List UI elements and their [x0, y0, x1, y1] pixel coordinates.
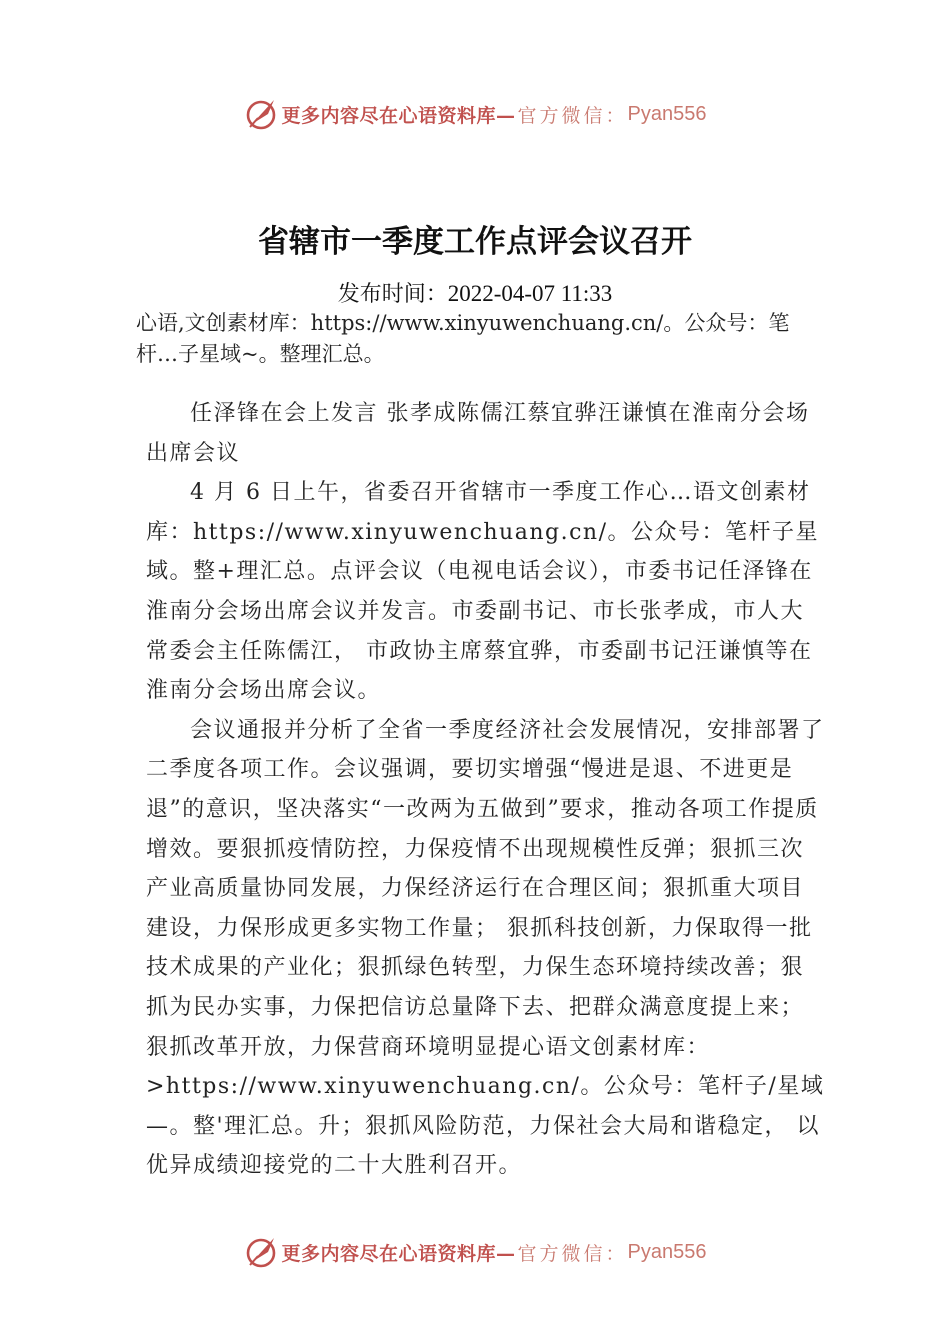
banner-wechat-id: Pyan556 — [627, 1240, 707, 1263]
banner-main-text: 更多内容尽在心语资料库— — [281, 104, 516, 127]
paragraph-meeting-intro: 4 月 6 日上午，省委召开省辖市一季度工作心…语文创素材库：https://www.xinyuwenchuang.cn/。公众号：笔杆子星域。整+理汇总。点评会议（电视电话会议），市委书记任泽锋在淮南分会场出席会议并发言。市委副书记、市长张孝成，市人大常委会主任陈儒江， 市政协主席蔡宜骅，市委副书记汪谦慎等在淮南分会场出席会议。 — [146, 480, 819, 704]
paragraph-meeting-content: 会议通报并分析了全省一季度经济社会发展情况，安排部署了二季度各项工作。会议强调，要切实增强“慢进是退、不进更是退”的意识，坚决落实“一改两为五做到”要求，推动各项工作提质增效。要狠抓疫情防控，力保疫情不出现规模性反弹；狠抓三次产业高质量协同发展，力保经济运行在合理区间；狠抓重大项目建设，力保形成更多实物工作量； 狠抓科技创新，力保取得一批技术成果的产业化；狠抓绿色转型，力保生态环境持续改善；狠抓为民办实事，力保把信访总量降下去、把群众满意度提上来；狠抓改革开放，力保营商环境明显提心语文创素材库：>https://www.xinyuwenchuang.cn/。公众号：笔杆子/星域—。整'理汇总。升；狠抓风险防范，力保社会大局和谐稳定， 以优异成绩迎接党的二十大胜利召开。 — [146, 717, 825, 1179]
banner-main-text: 更多内容尽在心语资料库— — [281, 1242, 516, 1265]
publish-label: 发布时间： — [337, 282, 448, 307]
footer-banner — [0, 1232, 950, 1272]
article-body — [146, 394, 826, 1186]
quill-logo-icon — [244, 96, 280, 132]
source-line: 心语,文创素材库：https://www.xinyuwenchuang.cn/。公众号：笔杆…子星域~。整理汇总。 — [136, 311, 790, 366]
article-title: 省辖市一季度工作点评会议召开 — [258, 224, 692, 260]
banner-wechat-id: Pyan556 — [627, 102, 707, 125]
header-banner — [0, 94, 950, 134]
quill-logo-icon — [244, 1234, 280, 1270]
publish-time-line — [0, 277, 950, 308]
banner-wechat-label: 官方微信： — [517, 104, 628, 127]
banner-wechat-label: 官方微信： — [517, 1242, 628, 1265]
paragraph-caption: 任泽锋在会上发言 张孝成陈儒江蔡宜骅汪谦慎在淮南分会场出席会议 — [146, 401, 810, 466]
publish-time: 2022-04-07 11:33 — [447, 281, 613, 306]
